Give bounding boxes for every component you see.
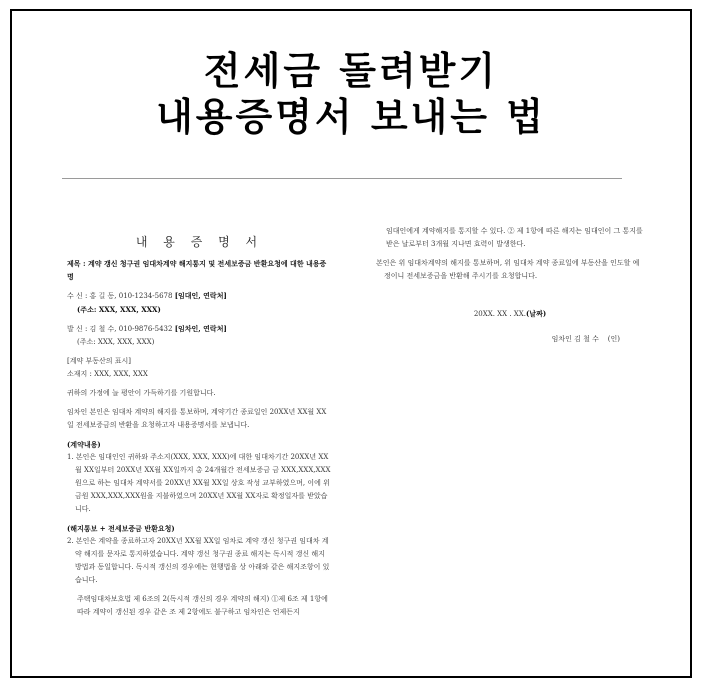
document-title: 내 용 증 명 서 [135, 235, 264, 249]
date-value: 20XX. XX . XX. [473, 310, 526, 318]
intro-paragraph: 임차인 본인은 임대차 계약의 해지를 통보하며, 계약기간 종료일인 20XX년 XX월 XX일 전세보증금의 반환을 요청하고자 내용증명서를 보냅니다. [67, 408, 327, 429]
divider [62, 178, 622, 179]
property-location: 소재지 : XXX, XXX, XXX [67, 370, 148, 378]
date-line [376, 307, 644, 321]
property-heading: [계약 부동산의 표시] [67, 357, 132, 365]
signature: 임차인 김 철 수 [551, 335, 599, 343]
seal: (인) [607, 335, 620, 343]
signature-line [376, 333, 644, 346]
document-subject: 제목 : 계약 갱신 청구권 임대차계약 해지통지 및 전세보증금 반환요청에 대한 내용증명 [67, 259, 327, 281]
page-title-line-2: 내용증명서 보내는 법 [156, 95, 546, 139]
notice-item: 2. 본인은 계약을 종료하고자 20XX년 XX월 XX일 임차로 계약 갱신 청구권 임대차 계약 해지를 문자로 통지하였습니다. 계약 갱신 청구권 종료 해지는 독시적 갱신 해지 방법과 동일합니다. 독시적 갱신의 경우에는 현행법을 상 아래와 같은 해지조항이 있습니다. [67, 537, 330, 584]
law-text: 주택임대차보호법 제 6조의 2(독시적 갱신의 경우 계약의 해지) ①제 6조 제 1항에 따라 계약이 갱신된 경우 같은 조 제 2항에도 불구하고 임차인은 언제든지 [77, 595, 328, 616]
sender-line [67, 289, 332, 303]
date-tag: (날짜) [526, 309, 547, 318]
greeting: 귀하의 가정에 늘 평안이 가득하기를 기원합니다. [67, 389, 216, 397]
document-left-column [67, 236, 332, 619]
sender-text: 수 신 : 홍 길 동, 010-1234-5678 [67, 292, 173, 300]
sender-tag: [임대인, 연락처] [174, 291, 227, 300]
right-paragraph-1: 임대인에게 계약해지를 통지할 수 있다. ② 제 1항에 따른 해지는 임대인이 그 통지를 받은 날로부터 3개월 지나면 효력이 발생한다. [386, 227, 643, 248]
recipient-tag: [임차인, 연락처] [174, 324, 227, 333]
contract-item: 1. 본인은 임대인인 귀하와 주소지(XXX, XXX, XXX)에 대한 임대차기간 20XX년 XX월 XX일부터 20XX년 XX월 XX일까지 총 24개월간 전세보증금 금 XXX,XXX,XXX원으로 하는 임대차 계약서를 20XX년 XX월 XX일 상호 작성 교부하였으며, 이에 위 금원 XXX,XXX,XXX원을 지불하였으며 20XX년 XX월 XX자로 확정일자를 받았습니다. [67, 453, 331, 513]
recipient-line [67, 322, 332, 336]
recipient-text: 발 신 : 김 철 수, 010-9876-5432 [67, 325, 173, 333]
contract-heading: (계약내용) [67, 440, 101, 449]
right-paragraph-2: 본인은 위 임대차계약의 해지를 통보하며, 위 임대차 계약 종료일에 부동산을 인도할 예정이니 전세보증금을 반환해 주시기를 요청합니다. [376, 259, 640, 280]
document-right-column [376, 225, 644, 346]
recipient-address: (주소: XXX, XXX, XXX) [77, 338, 155, 346]
sender-address: (주소: XXX, XXX, XXX) [77, 305, 161, 314]
page-title-line-1: 전세금 돌려받기 [203, 49, 499, 93]
notice-heading: (해지통보 + 전세보증금 반환요청) [67, 524, 175, 533]
